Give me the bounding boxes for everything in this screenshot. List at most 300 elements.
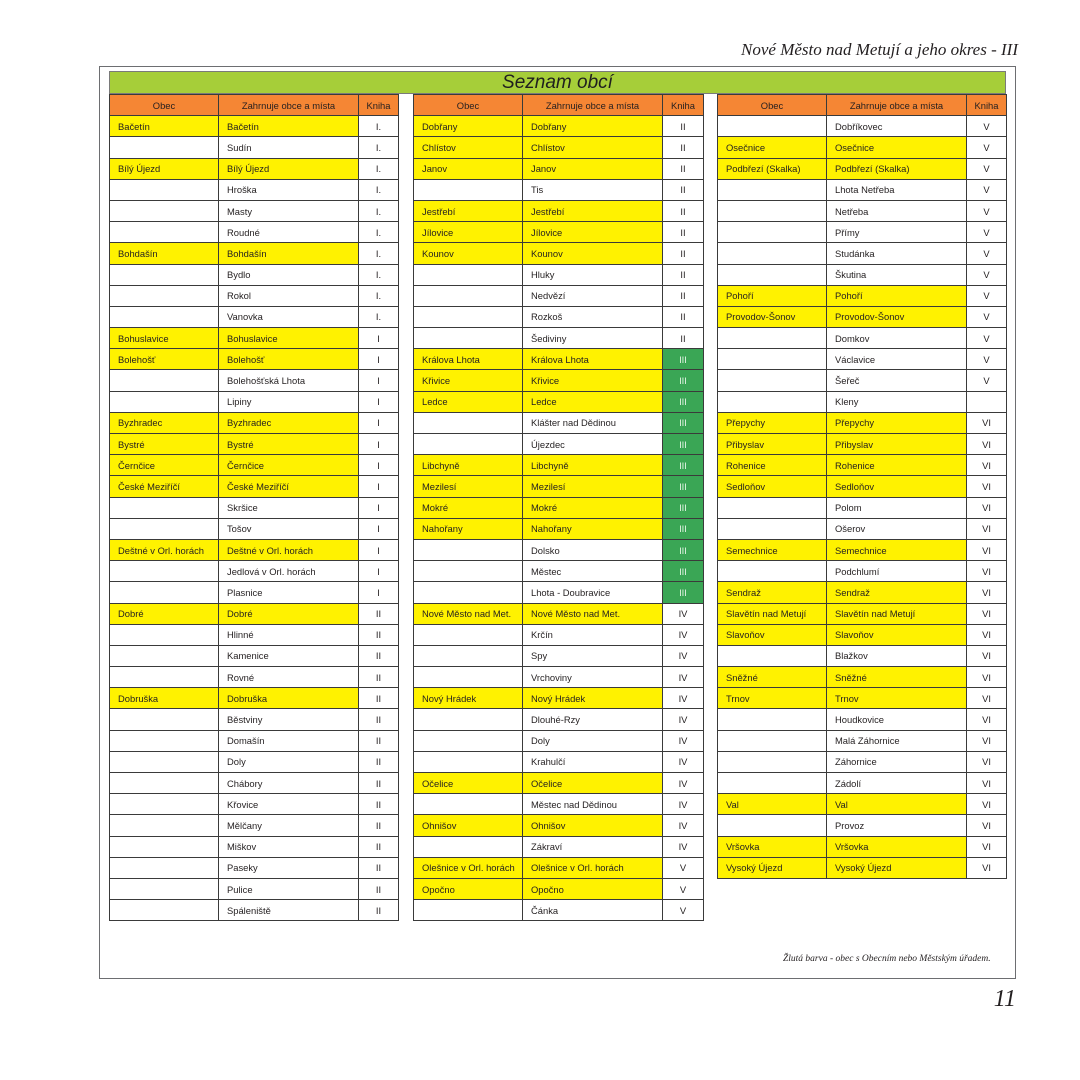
cell-kniha: VI xyxy=(967,645,1007,666)
cell-mista: Bílý Újezd xyxy=(219,158,359,179)
cell-mista: Netřeba xyxy=(827,200,967,221)
cell-obec: Dobré xyxy=(110,603,219,624)
cell-obec xyxy=(110,137,219,158)
table-row xyxy=(718,497,1007,518)
cell-obec: Křivice xyxy=(414,370,523,391)
cell-obec: Sedloňov xyxy=(718,476,827,497)
cell-mista: Roudné xyxy=(219,222,359,243)
cell-obec: Slavoňov xyxy=(718,624,827,645)
cell-mista: Provoz xyxy=(827,815,967,836)
cell-obec: Opočno xyxy=(414,878,523,899)
cell-obec xyxy=(110,391,219,412)
cell-obec xyxy=(414,264,523,285)
cell-kniha: VI xyxy=(967,476,1007,497)
cell-obec xyxy=(718,222,827,243)
cell-mista: Bolehošťská Lhota xyxy=(219,370,359,391)
cell-kniha: V xyxy=(967,200,1007,221)
table-row xyxy=(718,328,1007,349)
cell-obec: Sněžné xyxy=(718,667,827,688)
table-row xyxy=(414,497,704,518)
cell-obec: Bohdašín xyxy=(110,243,219,264)
cell-mista: Rokol xyxy=(219,285,359,306)
cell-mista: Doly xyxy=(523,730,663,751)
table-row xyxy=(110,158,399,179)
table-row xyxy=(718,200,1007,221)
cell-kniha: I. xyxy=(359,306,399,327)
cell-obec: Jestřebí xyxy=(414,200,523,221)
cell-mista: Jestřebí xyxy=(523,200,663,221)
cell-mista: Paseky xyxy=(219,857,359,878)
cell-kniha: VI xyxy=(967,688,1007,709)
cell-mista: Hroška xyxy=(219,179,359,200)
cell-mista: Jílovice xyxy=(523,222,663,243)
header-obec: Obec xyxy=(110,95,219,116)
cell-kniha: V xyxy=(967,222,1007,243)
cell-obec: Nové Město nad Met. xyxy=(414,603,523,624)
table-row xyxy=(718,455,1007,476)
cell-kniha: V xyxy=(967,137,1007,158)
table-row xyxy=(110,285,399,306)
cell-mista: Chábory xyxy=(219,773,359,794)
cell-obec xyxy=(718,328,827,349)
cell-kniha: VI xyxy=(967,857,1007,878)
table-row xyxy=(718,624,1007,645)
cell-mista: Opočno xyxy=(523,878,663,899)
table-row xyxy=(414,667,704,688)
cell-obec: Vysoký Újezd xyxy=(718,857,827,878)
cell-obec: Mezilesí xyxy=(414,476,523,497)
cell-mista: Janov xyxy=(523,158,663,179)
cell-obec: Nahořany xyxy=(414,518,523,539)
cell-mista: Sedloňov xyxy=(827,476,967,497)
cell-kniha: V xyxy=(967,243,1007,264)
cell-obec xyxy=(110,794,219,815)
cell-kniha: IV xyxy=(663,836,704,857)
cell-obec: Deštné v Orl. horách xyxy=(110,539,219,560)
table-row xyxy=(414,179,704,200)
table-row xyxy=(110,222,399,243)
table-row xyxy=(414,306,704,327)
cell-kniha: III xyxy=(663,455,704,476)
cell-mista: Zákraví xyxy=(523,836,663,857)
table-row xyxy=(414,434,704,455)
cell-mista: Dobříkovec xyxy=(827,116,967,137)
cell-kniha: II xyxy=(663,200,704,221)
cell-mista: Sendraž xyxy=(827,582,967,603)
cell-kniha: IV xyxy=(663,773,704,794)
cell-obec: Jílovice xyxy=(414,222,523,243)
cell-kniha: IV xyxy=(663,794,704,815)
cell-kniha: I xyxy=(359,497,399,518)
cell-kniha: VI xyxy=(967,709,1007,730)
table-row xyxy=(414,730,704,751)
table-row xyxy=(110,857,399,878)
cell-kniha: I xyxy=(359,518,399,539)
cell-obec xyxy=(718,518,827,539)
cell-kniha: II xyxy=(359,794,399,815)
cell-mista: Spáleniště xyxy=(219,900,359,921)
table-row xyxy=(414,709,704,730)
cell-obec: Semechnice xyxy=(718,539,827,560)
cell-mista: Masty xyxy=(219,200,359,221)
cell-mista: Újezdec xyxy=(523,434,663,455)
cell-obec: České Meziříčí xyxy=(110,476,219,497)
cell-kniha: I xyxy=(359,391,399,412)
cell-kniha: I. xyxy=(359,264,399,285)
table-row xyxy=(718,688,1007,709)
cell-kniha: III xyxy=(663,561,704,582)
cell-mista: Záhornice xyxy=(827,751,967,772)
table-row xyxy=(110,900,399,921)
cell-kniha: I. xyxy=(359,222,399,243)
cell-obec: Pohoří xyxy=(718,285,827,306)
cell-mista: Doly xyxy=(219,751,359,772)
cell-obec: Provodov-Šonov xyxy=(718,306,827,327)
cell-kniha: III xyxy=(663,412,704,433)
table-row xyxy=(414,243,704,264)
cell-kniha: VI xyxy=(967,730,1007,751)
cell-kniha: IV xyxy=(663,603,704,624)
cell-obec: Rohenice xyxy=(718,455,827,476)
cell-mista: Osečnice xyxy=(827,137,967,158)
cell-mista: Malá Záhornice xyxy=(827,730,967,751)
cell-obec: Králova Lhota xyxy=(414,349,523,370)
cell-obec xyxy=(110,306,219,327)
cell-obec xyxy=(718,773,827,794)
cell-obec: Ohnišov xyxy=(414,815,523,836)
table-row xyxy=(110,370,399,391)
cell-mista: Šediviny xyxy=(523,328,663,349)
cell-kniha: I. xyxy=(359,285,399,306)
cell-obec xyxy=(110,836,219,857)
table-row xyxy=(110,836,399,857)
cell-obec xyxy=(718,751,827,772)
cell-mista: Podbřezí (Skalka) xyxy=(827,158,967,179)
cell-mista: Křovice xyxy=(219,794,359,815)
cell-obec xyxy=(414,794,523,815)
cell-mista: Trnov xyxy=(827,688,967,709)
cell-obec xyxy=(718,497,827,518)
header-zahrnuje: Zahrnuje obce a místa xyxy=(827,95,967,116)
table-row xyxy=(718,667,1007,688)
cell-obec xyxy=(110,709,219,730)
cell-obec: Val xyxy=(718,794,827,815)
table-row xyxy=(110,518,399,539)
cell-mista: Nahořany xyxy=(523,518,663,539)
table-row xyxy=(414,773,704,794)
cell-obec xyxy=(414,645,523,666)
cell-mista: Nedvězí xyxy=(523,285,663,306)
cell-mista: Přímy xyxy=(827,222,967,243)
cell-obec xyxy=(718,709,827,730)
cell-kniha: VI xyxy=(967,815,1007,836)
cell-obec: Přepychy xyxy=(718,412,827,433)
cell-kniha: VI xyxy=(967,412,1007,433)
cell-mista: Lhota Netřeba xyxy=(827,179,967,200)
cell-kniha: II xyxy=(359,667,399,688)
table-row xyxy=(718,582,1007,603)
cell-mista: Deštné v Orl. horách xyxy=(219,539,359,560)
cell-obec xyxy=(718,815,827,836)
cell-kniha: II xyxy=(359,878,399,899)
table-row xyxy=(718,476,1007,497)
cell-obec: Ledce xyxy=(414,391,523,412)
cell-obec xyxy=(414,624,523,645)
cell-kniha: I xyxy=(359,539,399,560)
table-row xyxy=(110,116,399,137)
cell-kniha: V xyxy=(663,900,704,921)
cell-kniha: II xyxy=(663,306,704,327)
table-row xyxy=(414,391,704,412)
cell-mista: Chlístov xyxy=(523,137,663,158)
table-row xyxy=(414,688,704,709)
cell-obec xyxy=(110,518,219,539)
cell-mista: Studánka xyxy=(827,243,967,264)
cell-kniha: VI xyxy=(967,518,1007,539)
table-row xyxy=(718,730,1007,751)
table-row xyxy=(110,709,399,730)
table-row xyxy=(718,434,1007,455)
cell-obec xyxy=(110,179,219,200)
cell-obec xyxy=(110,285,219,306)
table-row xyxy=(414,645,704,666)
cell-kniha: V xyxy=(967,179,1007,200)
cell-obec xyxy=(414,900,523,921)
cell-obec: Přibyslav xyxy=(718,434,827,455)
cell-obec xyxy=(718,349,827,370)
cell-mista: Mělčany xyxy=(219,815,359,836)
cell-mista: Domkov xyxy=(827,328,967,349)
cell-kniha: IV xyxy=(663,709,704,730)
table-row xyxy=(110,497,399,518)
cell-kniha: II xyxy=(359,688,399,709)
table-row xyxy=(414,815,704,836)
table-row xyxy=(110,667,399,688)
header-kniha: Kniha xyxy=(663,95,704,116)
cell-mista: Králova Lhota xyxy=(523,349,663,370)
table-row xyxy=(414,624,704,645)
table-row xyxy=(414,878,704,899)
cell-kniha: V xyxy=(967,370,1007,391)
cell-mista: Rozkoš xyxy=(523,306,663,327)
cell-obec xyxy=(718,730,827,751)
cell-obec xyxy=(414,285,523,306)
table-row xyxy=(718,158,1007,179)
cell-mista: Semechnice xyxy=(827,539,967,560)
cell-obec: Janov xyxy=(414,158,523,179)
table-row xyxy=(718,243,1007,264)
cell-mista: Nový Hrádek xyxy=(523,688,663,709)
cell-mista: Přepychy xyxy=(827,412,967,433)
table-row xyxy=(718,412,1007,433)
municipality-table-3 xyxy=(717,94,1007,879)
cell-obec: Bystré xyxy=(110,434,219,455)
cell-obec: Olešnice v Orl. horách xyxy=(414,857,523,878)
table-row xyxy=(110,264,399,285)
table-row xyxy=(414,158,704,179)
cell-obec xyxy=(110,200,219,221)
cell-obec: Slavětín nad Metují xyxy=(718,603,827,624)
cell-obec xyxy=(718,645,827,666)
table-row xyxy=(718,349,1007,370)
table-row xyxy=(718,116,1007,137)
cell-kniha: I xyxy=(359,328,399,349)
cell-mista: Bydlo xyxy=(219,264,359,285)
cell-kniha: II xyxy=(663,285,704,306)
cell-obec xyxy=(414,412,523,433)
cell-mista: Dobruška xyxy=(219,688,359,709)
cell-kniha: IV xyxy=(663,730,704,751)
table-row xyxy=(414,137,704,158)
cell-mista: Mokré xyxy=(523,497,663,518)
table-row xyxy=(110,434,399,455)
cell-mista: Olešnice v Orl. horách xyxy=(523,857,663,878)
cell-kniha: VI xyxy=(967,751,1007,772)
cell-obec xyxy=(718,391,827,412)
table-row xyxy=(110,306,399,327)
cell-obec xyxy=(414,539,523,560)
cell-kniha xyxy=(967,391,1007,412)
table-row xyxy=(110,688,399,709)
cell-mista: Slavětín nad Metují xyxy=(827,603,967,624)
cell-kniha: I. xyxy=(359,158,399,179)
table-row xyxy=(110,455,399,476)
cell-obec: Černčice xyxy=(110,455,219,476)
cell-kniha: III xyxy=(663,476,704,497)
cell-mista: Běstviny xyxy=(219,709,359,730)
cell-kniha: IV xyxy=(663,645,704,666)
cell-kniha: I xyxy=(359,561,399,582)
cell-obec xyxy=(110,645,219,666)
cell-kniha: V xyxy=(967,349,1007,370)
table-row xyxy=(110,412,399,433)
cell-obec xyxy=(110,582,219,603)
table-row xyxy=(718,815,1007,836)
cell-mista: Domašín xyxy=(219,730,359,751)
cell-obec: Byzhradec xyxy=(110,412,219,433)
cell-mista: Vanovka xyxy=(219,306,359,327)
cell-kniha: VI xyxy=(967,582,1007,603)
cell-mista: Rohenice xyxy=(827,455,967,476)
cell-kniha: VI xyxy=(967,434,1007,455)
cell-obec: Mokré xyxy=(414,497,523,518)
cell-mista: Provodov-Šonov xyxy=(827,306,967,327)
table-row xyxy=(110,349,399,370)
cell-obec xyxy=(718,561,827,582)
cell-mista: Ledce xyxy=(523,391,663,412)
header-obec: Obec xyxy=(414,95,523,116)
cell-kniha: III xyxy=(663,518,704,539)
cell-mista: Bohuslavice xyxy=(219,328,359,349)
table-row xyxy=(414,857,704,878)
cell-kniha: IV xyxy=(663,667,704,688)
cell-mista: Sudín xyxy=(219,137,359,158)
cell-obec xyxy=(414,730,523,751)
table-row xyxy=(110,730,399,751)
cell-mista: Skršice xyxy=(219,497,359,518)
cell-obec xyxy=(718,116,827,137)
cell-mista: Zádolí xyxy=(827,773,967,794)
cell-kniha: VI xyxy=(967,455,1007,476)
cell-mista: Val xyxy=(827,794,967,815)
cell-kniha: I xyxy=(359,349,399,370)
cell-obec xyxy=(110,497,219,518)
cell-kniha: VI xyxy=(967,836,1007,857)
table-row xyxy=(718,539,1007,560)
cell-kniha: II xyxy=(359,773,399,794)
cell-kniha: II xyxy=(663,222,704,243)
cell-obec: Chlístov xyxy=(414,137,523,158)
cell-mista: Dlouhé-Rzy xyxy=(523,709,663,730)
cell-obec xyxy=(718,370,827,391)
cell-mista: Lhota - Doubravice xyxy=(523,582,663,603)
cell-kniha: II xyxy=(663,179,704,200)
cell-mista: Tis xyxy=(523,179,663,200)
cell-mista: Plasnice xyxy=(219,582,359,603)
cell-obec xyxy=(414,582,523,603)
cell-mista: Podchlumí xyxy=(827,561,967,582)
table-row xyxy=(414,539,704,560)
cell-kniha: V xyxy=(663,857,704,878)
table-row xyxy=(718,561,1007,582)
cell-mista: Krahulčí xyxy=(523,751,663,772)
cell-obec: Očelice xyxy=(414,773,523,794)
table-row xyxy=(110,624,399,645)
cell-obec: Dobřany xyxy=(414,116,523,137)
cell-kniha: III xyxy=(663,582,704,603)
cell-obec xyxy=(414,751,523,772)
cell-kniha: II xyxy=(359,815,399,836)
cell-mista: Bolehošť xyxy=(219,349,359,370)
cell-obec: Bolehošť xyxy=(110,349,219,370)
cell-mista: Čánka xyxy=(523,900,663,921)
table-row xyxy=(110,137,399,158)
cell-mista: Dobřany xyxy=(523,116,663,137)
table-row xyxy=(110,603,399,624)
cell-kniha: I xyxy=(359,455,399,476)
table-row xyxy=(718,285,1007,306)
table-row xyxy=(718,391,1007,412)
municipality-table-2 xyxy=(413,94,704,921)
table-row xyxy=(110,815,399,836)
cell-mista: Přibyslav xyxy=(827,434,967,455)
cell-obec xyxy=(110,264,219,285)
table-row xyxy=(110,328,399,349)
cell-kniha: II xyxy=(359,857,399,878)
table-row xyxy=(414,476,704,497)
cell-kniha: II xyxy=(359,603,399,624)
cell-obec: Dobruška xyxy=(110,688,219,709)
cell-mista: Tošov xyxy=(219,518,359,539)
cell-kniha: I. xyxy=(359,116,399,137)
cell-mista: Sněžné xyxy=(827,667,967,688)
cell-mista: Křivice xyxy=(523,370,663,391)
cell-mista: Černčice xyxy=(219,455,359,476)
table-row xyxy=(414,116,704,137)
cell-mista: Městec xyxy=(523,561,663,582)
table-row xyxy=(110,476,399,497)
cell-obec: Bačetín xyxy=(110,116,219,137)
cell-obec: Sendraž xyxy=(718,582,827,603)
cell-kniha: V xyxy=(967,264,1007,285)
cell-kniha: II xyxy=(359,836,399,857)
cell-kniha: II xyxy=(359,730,399,751)
cell-mista: Bačetín xyxy=(219,116,359,137)
cell-mista: Dobré xyxy=(219,603,359,624)
cell-obec xyxy=(110,815,219,836)
cell-mista: Pulice xyxy=(219,878,359,899)
cell-mista: Houdkovice xyxy=(827,709,967,730)
